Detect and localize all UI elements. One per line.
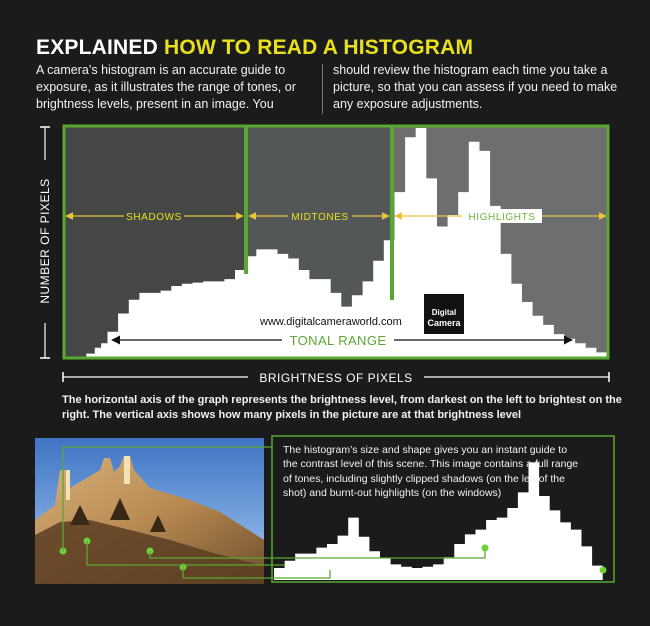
logo-word-1: Digital — [431, 308, 457, 317]
title-explained: EXPLAINED — [36, 36, 158, 59]
histogram-callout-dot-2 — [600, 567, 607, 574]
histogram-callout-dot-1 — [482, 545, 489, 552]
logo-word-2: Camera — [427, 318, 461, 328]
highlights-label: HIGHLIGHTS — [468, 212, 536, 223]
shadows-label: SHADOWS — [126, 212, 182, 223]
histogram-caption: The horizontal axis of the graph represents the brightness level, from darkest on the left to brightest on the right. The vertical axis shows how many pixels in the picture are at that brightness level — [62, 394, 622, 421]
x-axis-label: BRIGHTNESS OF PIXELS — [259, 371, 413, 385]
y-axis-label: NUMBER OF PIXELS — [38, 178, 52, 304]
midtones-label: MIDTONES — [291, 212, 349, 223]
example-description: The histogram’s size and shape gives you an instant guide to the contrast level of this scene. This image contains a full range of tones, including slightly clipped shadows (on the left of the shot) and burnt-out highlights (on the windows) — [283, 444, 579, 499]
cathedral-photo — [35, 438, 264, 584]
title-main: HOW TO READ A HISTOGRAM — [164, 36, 474, 59]
intro-left-text: A camera’s histogram is an accurate guide to exposure, as it illustrates the range of tones, or brightness levels, present in an image. You — [36, 63, 296, 111]
website-url: www.digitalcameraworld.com — [260, 316, 402, 328]
intro-right-text: should review the histogram each time you take a picture, so that you can assess if you need to make any exposure adjustments. — [333, 63, 618, 111]
digital-camera-logo — [424, 294, 464, 334]
tonal-range-label: TONAL RANGE — [289, 333, 387, 348]
